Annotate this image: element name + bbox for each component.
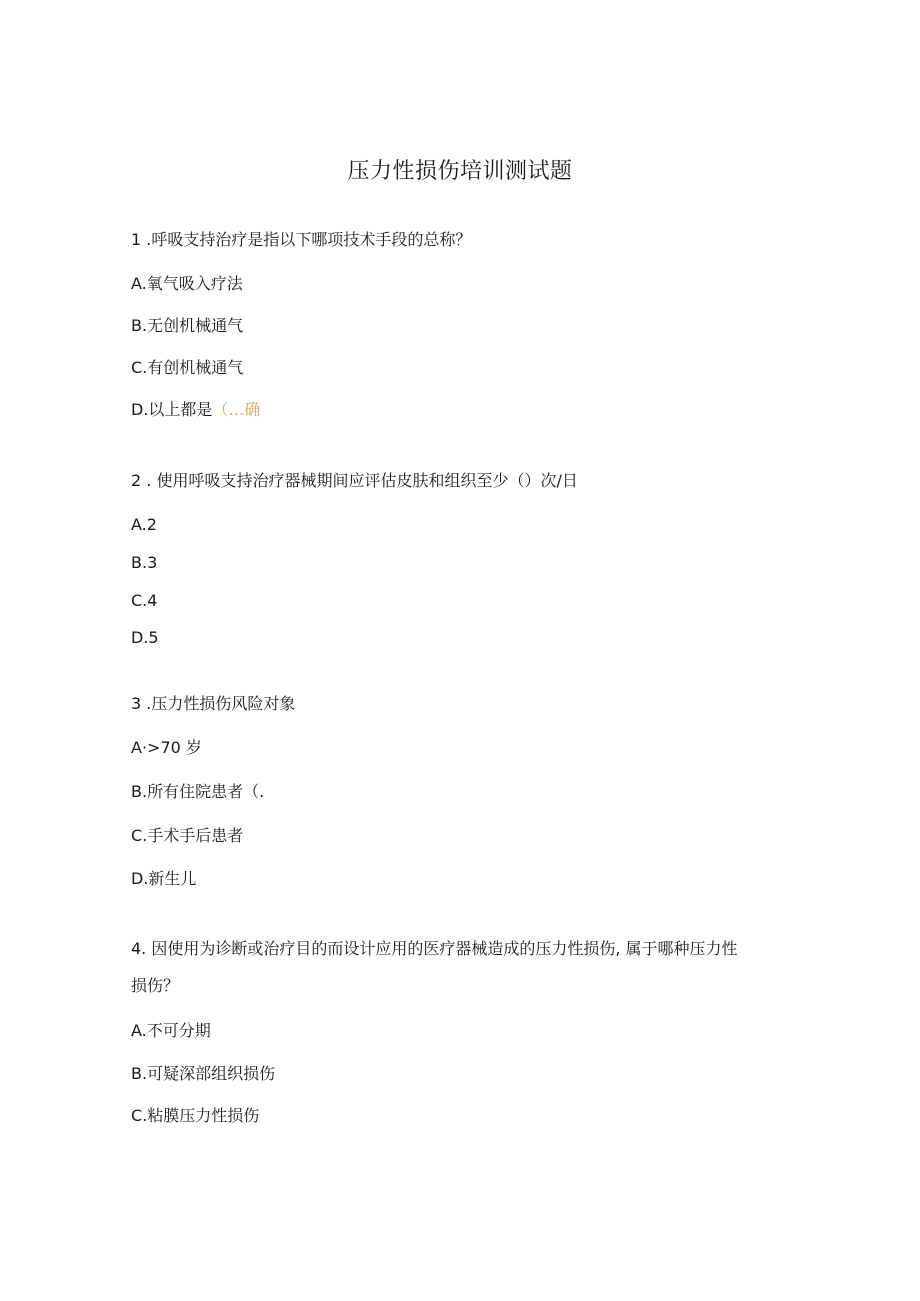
question-1-option-c: C.有创机械通气: [131, 358, 244, 377]
question-1-option-a: A.氧气吸入疗法: [131, 274, 243, 293]
page-title: 压力性损伤培训测试题: [347, 159, 573, 184]
question-3-option-d: D.新生儿: [131, 869, 197, 888]
question-2-option-d: D.5: [131, 628, 159, 647]
question-4-option-a: A.不可分期: [131, 1021, 211, 1040]
question-4-option-c: C.粘膜压力性损伤: [131, 1106, 260, 1125]
question-4-stem-line-1: 4. 因使用为诊断或治疗目的而设计应用的医疗器械造成的压力性损伤, 属于哪种压力性: [131, 939, 738, 958]
question-2-option-a: A.2: [131, 515, 157, 534]
answer-annotation: （…确: [212, 400, 261, 419]
question-1-option-d: D.以上都是: [131, 400, 213, 419]
question-3-option-c: C.手术手后患者: [131, 826, 244, 845]
question-1-option-b: B.无创机械通气: [131, 316, 244, 335]
question-3-option-b: B.所有住院患者（.: [131, 782, 265, 801]
question-2-option-b: B.3: [131, 553, 158, 572]
question-1-stem: 1 .呼吸支持治疗是指以下哪项技术手段的总称？: [131, 230, 472, 249]
question-1-option-d-row: [131, 399, 260, 421]
question-3-option-a: A·>70 岁: [131, 738, 202, 757]
question-3-stem: 3 .压力性损伤风险对象: [131, 694, 296, 713]
question-4-option-b: B.可疑深部组织损伤: [131, 1064, 276, 1083]
question-2-option-c: C.4: [131, 591, 158, 610]
question-2-stem: 2 . 使用呼吸支持治疗器械期间应评估皮肤和组织至少（）次/日: [131, 471, 578, 490]
question-4-stem-line-2: 损伤？: [131, 976, 180, 995]
